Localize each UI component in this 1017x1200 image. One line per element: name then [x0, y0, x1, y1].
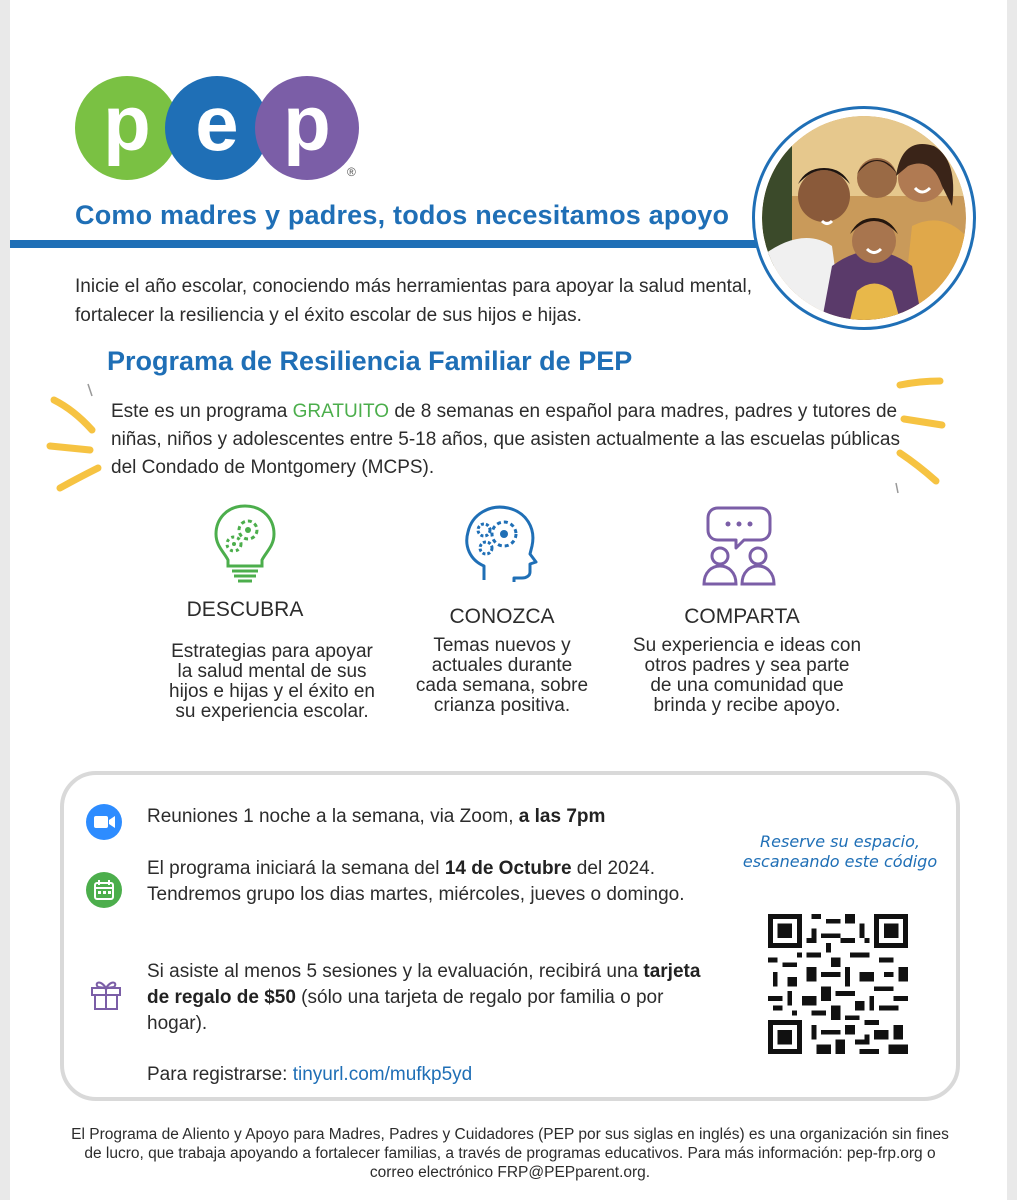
logo-letter-e: e: [195, 79, 239, 167]
calendar-icon: [86, 872, 122, 908]
free-highlight: GRATUITO: [292, 401, 390, 422]
gift-amount: tarjeta de regalo de $50: [147, 961, 701, 1008]
footer-text: El Programa de Aliento y Apoyo para Madres, Padres y Cuidadores (PEP por sus siglas en inglés) es una organización sin fines de lucro, que trabaja apoyando a fortalecer familias, a través de programas educativos. Para más información: pep-frp.org o correo electrónico FRP@PEPparent.org.: [71, 1126, 949, 1181]
flyer-page: [10, 0, 1007, 1200]
reserve-text: Reserve su espacio, escaneando este código: [742, 832, 938, 871]
head-gears-icon: [456, 500, 542, 586]
feature-discover-title: DESCUBRA: [186, 598, 304, 621]
headline-rule: [10, 240, 770, 248]
logo-letter-p2: p: [283, 79, 331, 167]
left-burst-decoration: [44, 380, 114, 500]
register-label: Para registrarse:: [147, 1064, 293, 1085]
logo-letter-p1: p: [103, 79, 151, 167]
meetings-label: Reuniones 1 noche a la semana, via Zoom,: [147, 806, 519, 827]
program-title: Programa de Resiliencia Familiar de PEP: [107, 346, 633, 376]
gift-details: (sólo una tarjeta de regalo por familia o por hogar).: [147, 987, 664, 1034]
register-link[interactable]: tinyurl.com/mufkp5yd: [292, 1064, 473, 1085]
registered-mark: ®: [347, 165, 356, 179]
feature-discover-text: Estrategias para apoyar la salud mental de sus hijos e hijas y el éxito en su experiencia escolar.: [169, 641, 375, 722]
feature-learn-text: Temas nuevos y actuales durante cada semana, sobre crianza positiva.: [415, 635, 589, 716]
zoom-icon: [86, 804, 122, 840]
meetings-text: [147, 804, 727, 830]
meetings-time: a las 7pm: [518, 806, 606, 827]
start-label: El programa iniciará la semana del: [147, 858, 445, 879]
desc-part-2: de 8 semanas en español para madres, padres y tutores de niñas, niños y adolescentes entre 5-18 años, que asisten actualmente a las escuelas públicas del Condado de Montgomery (MCPS).: [111, 401, 900, 478]
register-line: [147, 1062, 687, 1088]
feature-learn-title: CONOZCA: [449, 605, 555, 628]
start-date-text: [147, 856, 687, 908]
gift-label: Si asiste al menos 5 sesiones y la evaluación, recibirá una: [147, 961, 644, 982]
start-details: del 2024. Tendremos grupo los dias martes, miércoles, jueves o domingo.: [147, 858, 685, 905]
feature-share-title: COMPARTA: [684, 605, 800, 628]
qr-code[interactable]: [768, 914, 908, 1054]
headline: Como madres y padres, todos necesitamos apoyo: [75, 200, 730, 230]
start-date: 14 de Octubre: [444, 858, 572, 879]
gift-icon: [88, 975, 124, 1011]
people-chat-icon: [696, 500, 782, 586]
intro-text: Inicie el año escolar, conociendo más herramientas para apoyar la salud mental, fortalecer la resiliencia y el éxito escolar de sus hijos e hijas.: [75, 276, 752, 326]
feature-share-text: Su experiencia e ideas con otros padres y sea parte de una comunidad que brinda y recibe apoyo.: [632, 635, 862, 716]
program-description: [111, 398, 911, 482]
desc-part-1: Este es un programa: [111, 401, 293, 422]
lightbulb-gears-icon: [202, 500, 288, 586]
pep-logo: [75, 76, 360, 186]
gift-card-text: [147, 959, 717, 1037]
family-photo: [762, 116, 966, 320]
